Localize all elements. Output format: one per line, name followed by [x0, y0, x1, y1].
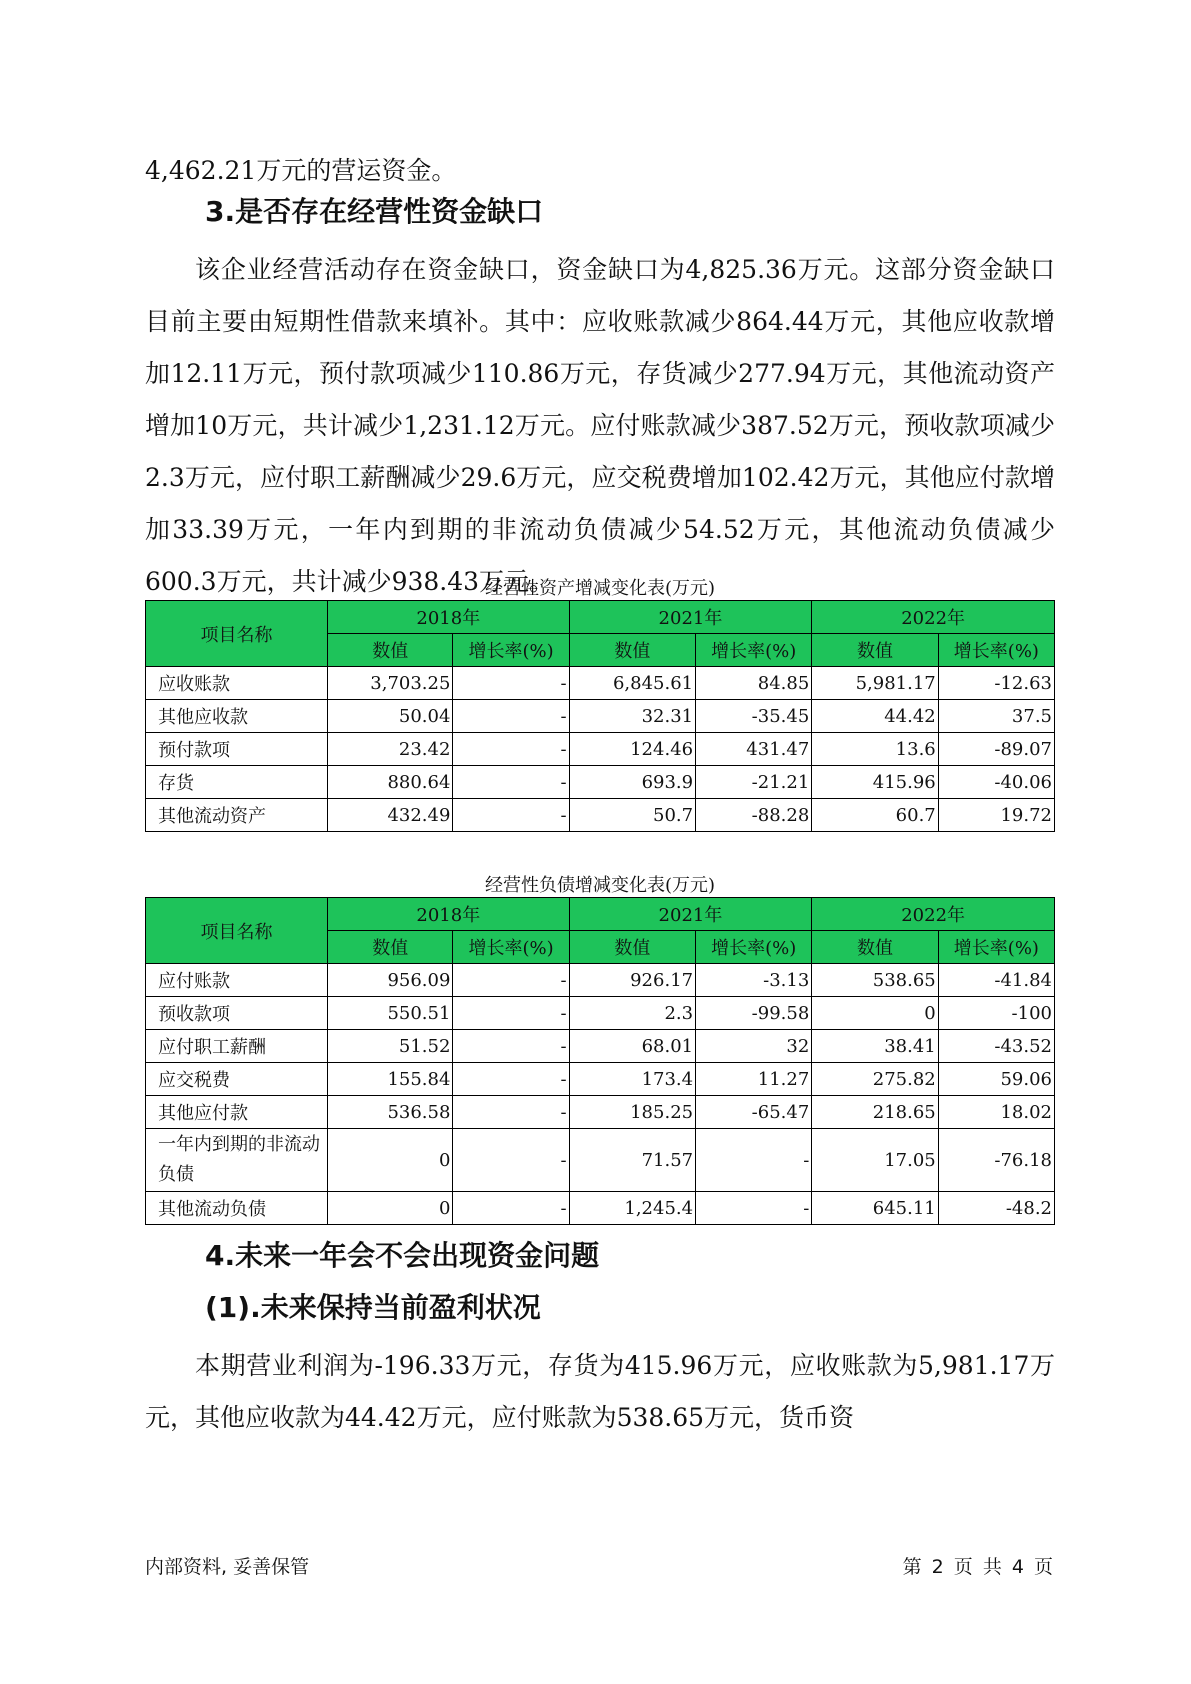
table-row: [146, 1096, 1055, 1129]
cell-growth-rate: -: [453, 799, 569, 832]
cell-value: 13.6: [812, 733, 938, 766]
col-header-value: 数值: [812, 634, 938, 667]
row-item-name: 预收款项: [146, 997, 328, 1030]
cell-growth-rate: 37.5: [938, 700, 1054, 733]
col-header-year: 2022年: [812, 601, 1055, 634]
cell-growth-rate: -: [453, 997, 569, 1030]
cell-value: 218.65: [812, 1096, 938, 1129]
cell-value: 693.9: [569, 766, 695, 799]
cell-growth-rate: -: [696, 1129, 812, 1192]
cell-value: 1,245.4: [569, 1192, 695, 1225]
cell-growth-rate: -: [453, 1096, 569, 1129]
cell-value: 17.05: [812, 1129, 938, 1192]
cell-growth-rate: 84.85: [696, 667, 812, 700]
col-header-year: 2021年: [569, 601, 812, 634]
row-item-name: 其他流动负债: [146, 1192, 328, 1225]
cell-growth-rate: -65.47: [696, 1096, 812, 1129]
cell-growth-rate: -: [453, 1129, 569, 1192]
cell-growth-rate: -: [453, 700, 569, 733]
cell-growth-rate: -3.13: [696, 964, 812, 997]
cell-value: 32.31: [569, 700, 695, 733]
cell-value: 2.3: [569, 997, 695, 1030]
cell-value: 415.96: [812, 766, 938, 799]
row-item-name: 应交税费: [146, 1063, 328, 1096]
cell-value: 71.57: [569, 1129, 695, 1192]
cell-value: 6,845.61: [569, 667, 695, 700]
cell-growth-rate: -89.07: [938, 733, 1054, 766]
cell-value: 60.7: [812, 799, 938, 832]
row-item-name: 其他流动资产: [146, 799, 328, 832]
cell-value: 50.7: [569, 799, 695, 832]
cell-growth-rate: -35.45: [696, 700, 812, 733]
col-header-year: 2021年: [569, 898, 812, 931]
cell-value: 645.11: [812, 1192, 938, 1225]
row-item-name: 其他应收款: [146, 700, 328, 733]
table-row: [146, 1192, 1055, 1225]
cell-growth-rate: -: [453, 733, 569, 766]
col-header-value: 数值: [569, 634, 695, 667]
col-header-value: 数值: [328, 634, 453, 667]
cell-value: 956.09: [328, 964, 453, 997]
col-header-item-name: 项目名称: [146, 601, 328, 667]
table-row: [146, 700, 1055, 733]
cell-growth-rate: -99.58: [696, 997, 812, 1030]
footer-page-number: 第 2 页 共 4 页: [902, 1556, 1053, 1578]
cell-growth-rate: -: [453, 1192, 569, 1225]
assets-table-body: [146, 667, 1055, 832]
col-header-value: 数值: [569, 931, 695, 964]
row-item-name: 应收账款: [146, 667, 328, 700]
cell-value: 5,981.17: [812, 667, 938, 700]
table-row: [146, 799, 1055, 832]
cell-value: 38.41: [812, 1030, 938, 1063]
col-header-item-name: 项目名称: [146, 898, 328, 964]
table-row: [146, 1129, 1055, 1192]
cell-growth-rate: -: [453, 964, 569, 997]
cell-growth-rate: -76.18: [938, 1129, 1054, 1192]
table-row: [146, 997, 1055, 1030]
table-row: [146, 733, 1055, 766]
col-header-growth-rate: 增长率(%): [453, 931, 569, 964]
liabilities-table: [145, 897, 1055, 1225]
cell-growth-rate: -: [453, 667, 569, 700]
cell-value: 880.64: [328, 766, 453, 799]
section-4-subheading: (1).未来保持当前盈利状况: [205, 1291, 541, 1324]
cell-growth-rate: -88.28: [696, 799, 812, 832]
cell-growth-rate: -21.21: [696, 766, 812, 799]
row-item-name: 存货: [146, 766, 328, 799]
col-header-growth-rate: 增长率(%): [696, 634, 812, 667]
cell-growth-rate: -41.84: [938, 964, 1054, 997]
assets-table: [145, 600, 1055, 832]
cell-value: 926.17: [569, 964, 695, 997]
table-row: [146, 1030, 1055, 1063]
col-header-value: 数值: [328, 931, 453, 964]
table-row: [146, 964, 1055, 997]
cell-value: 536.58: [328, 1096, 453, 1129]
cell-growth-rate: -40.06: [938, 766, 1054, 799]
cell-value: 173.4: [569, 1063, 695, 1096]
footer-confidential-note: 内部资料, 妥善保管: [145, 1556, 310, 1578]
cell-growth-rate: -48.2: [938, 1192, 1054, 1225]
table-row: [146, 766, 1055, 799]
row-item-name: 其他应付款: [146, 1096, 328, 1129]
cell-growth-rate: 32: [696, 1030, 812, 1063]
cell-growth-rate: -43.52: [938, 1030, 1054, 1063]
liabilities-table-caption: 经营性负债增减变化表(万元): [484, 875, 716, 896]
row-item-name: 一年内到期的非流动负债: [146, 1129, 328, 1192]
cell-value: 0: [812, 997, 938, 1030]
cell-growth-rate: 19.72: [938, 799, 1054, 832]
cell-value: 275.82: [812, 1063, 938, 1096]
cell-growth-rate: 11.27: [696, 1063, 812, 1096]
cell-value: 0: [328, 1129, 453, 1192]
row-item-name: 应付账款: [146, 964, 328, 997]
col-header-growth-rate: 增长率(%): [453, 634, 569, 667]
col-header-growth-rate: 增长率(%): [938, 634, 1054, 667]
cell-value: 538.65: [812, 964, 938, 997]
cell-value: 23.42: [328, 733, 453, 766]
liabilities-table-body: [146, 964, 1055, 1225]
carryover-paragraph: 4,462.21万元的营运资金。: [145, 156, 457, 185]
col-header-growth-rate: 增长率(%): [938, 931, 1054, 964]
cell-growth-rate: 18.02: [938, 1096, 1054, 1129]
cell-value: 124.46: [569, 733, 695, 766]
cell-growth-rate: 431.47: [696, 733, 812, 766]
cell-value: 50.04: [328, 700, 453, 733]
section-3-heading: 3.是否存在经营性资金缺口: [205, 195, 544, 228]
assets-table-caption: 经营性资产增减变化表(万元): [484, 578, 716, 599]
cell-growth-rate: 59.06: [938, 1063, 1054, 1096]
cell-value: 44.42: [812, 700, 938, 733]
cell-growth-rate: -: [696, 1192, 812, 1225]
row-item-name: 预付款项: [146, 733, 328, 766]
row-item-name: 应付职工薪酬: [146, 1030, 328, 1063]
section-4-heading: 4.未来一年会不会出现资金问题: [205, 1239, 600, 1272]
cell-value: 0: [328, 1192, 453, 1225]
cell-value: 68.01: [569, 1030, 695, 1063]
cell-value: 51.52: [328, 1030, 453, 1063]
cell-growth-rate: -100: [938, 997, 1054, 1030]
cell-growth-rate: -: [453, 1030, 569, 1063]
section-3-paragraph: 该企业经营活动存在资金缺口，资金缺口为4,825.36万元。这部分资金缺口目前主要由短期性借款来填补。其中：应收账款减少864.44万元，其他应收款增加12.11万元，预付款项减少110.86万元，存货减少277.94万元，其他流动资产增加10万元，共计减少1,231.12万元。应付账款减少387.52万元，预收款项减少2.3万元，应付职工薪酬减少29.6万元，应交税费增加102.42万元，其他应付款增加33.39万元，一年内到期的非流动负债减少54.52万元，其他流动负债减少600.3万元，共计减少938.43万元。: [145, 255, 1055, 596]
cell-value: 3,703.25: [328, 667, 453, 700]
col-header-year: 2018年: [328, 601, 570, 634]
cell-value: 432.49: [328, 799, 453, 832]
table-row: [146, 1063, 1055, 1096]
col-header-year: 2022年: [812, 898, 1055, 931]
cell-growth-rate: -: [453, 1063, 569, 1096]
col-header-year: 2018年: [328, 898, 570, 931]
table-row: [146, 667, 1055, 700]
cell-value: 155.84: [328, 1063, 453, 1096]
cell-value: 550.51: [328, 997, 453, 1030]
cell-value: 185.25: [569, 1096, 695, 1129]
cell-growth-rate: -: [453, 766, 569, 799]
col-header-value: 数值: [812, 931, 938, 964]
col-header-growth-rate: 增长率(%): [696, 931, 812, 964]
section-4-paragraph: 本期营业利润为-196.33万元，存货为415.96万元，应收账款为5,981.17万元，其他应收款为44.42万元，应付账款为538.65万元，货币资: [145, 1351, 1055, 1432]
cell-growth-rate: -12.63: [938, 667, 1054, 700]
